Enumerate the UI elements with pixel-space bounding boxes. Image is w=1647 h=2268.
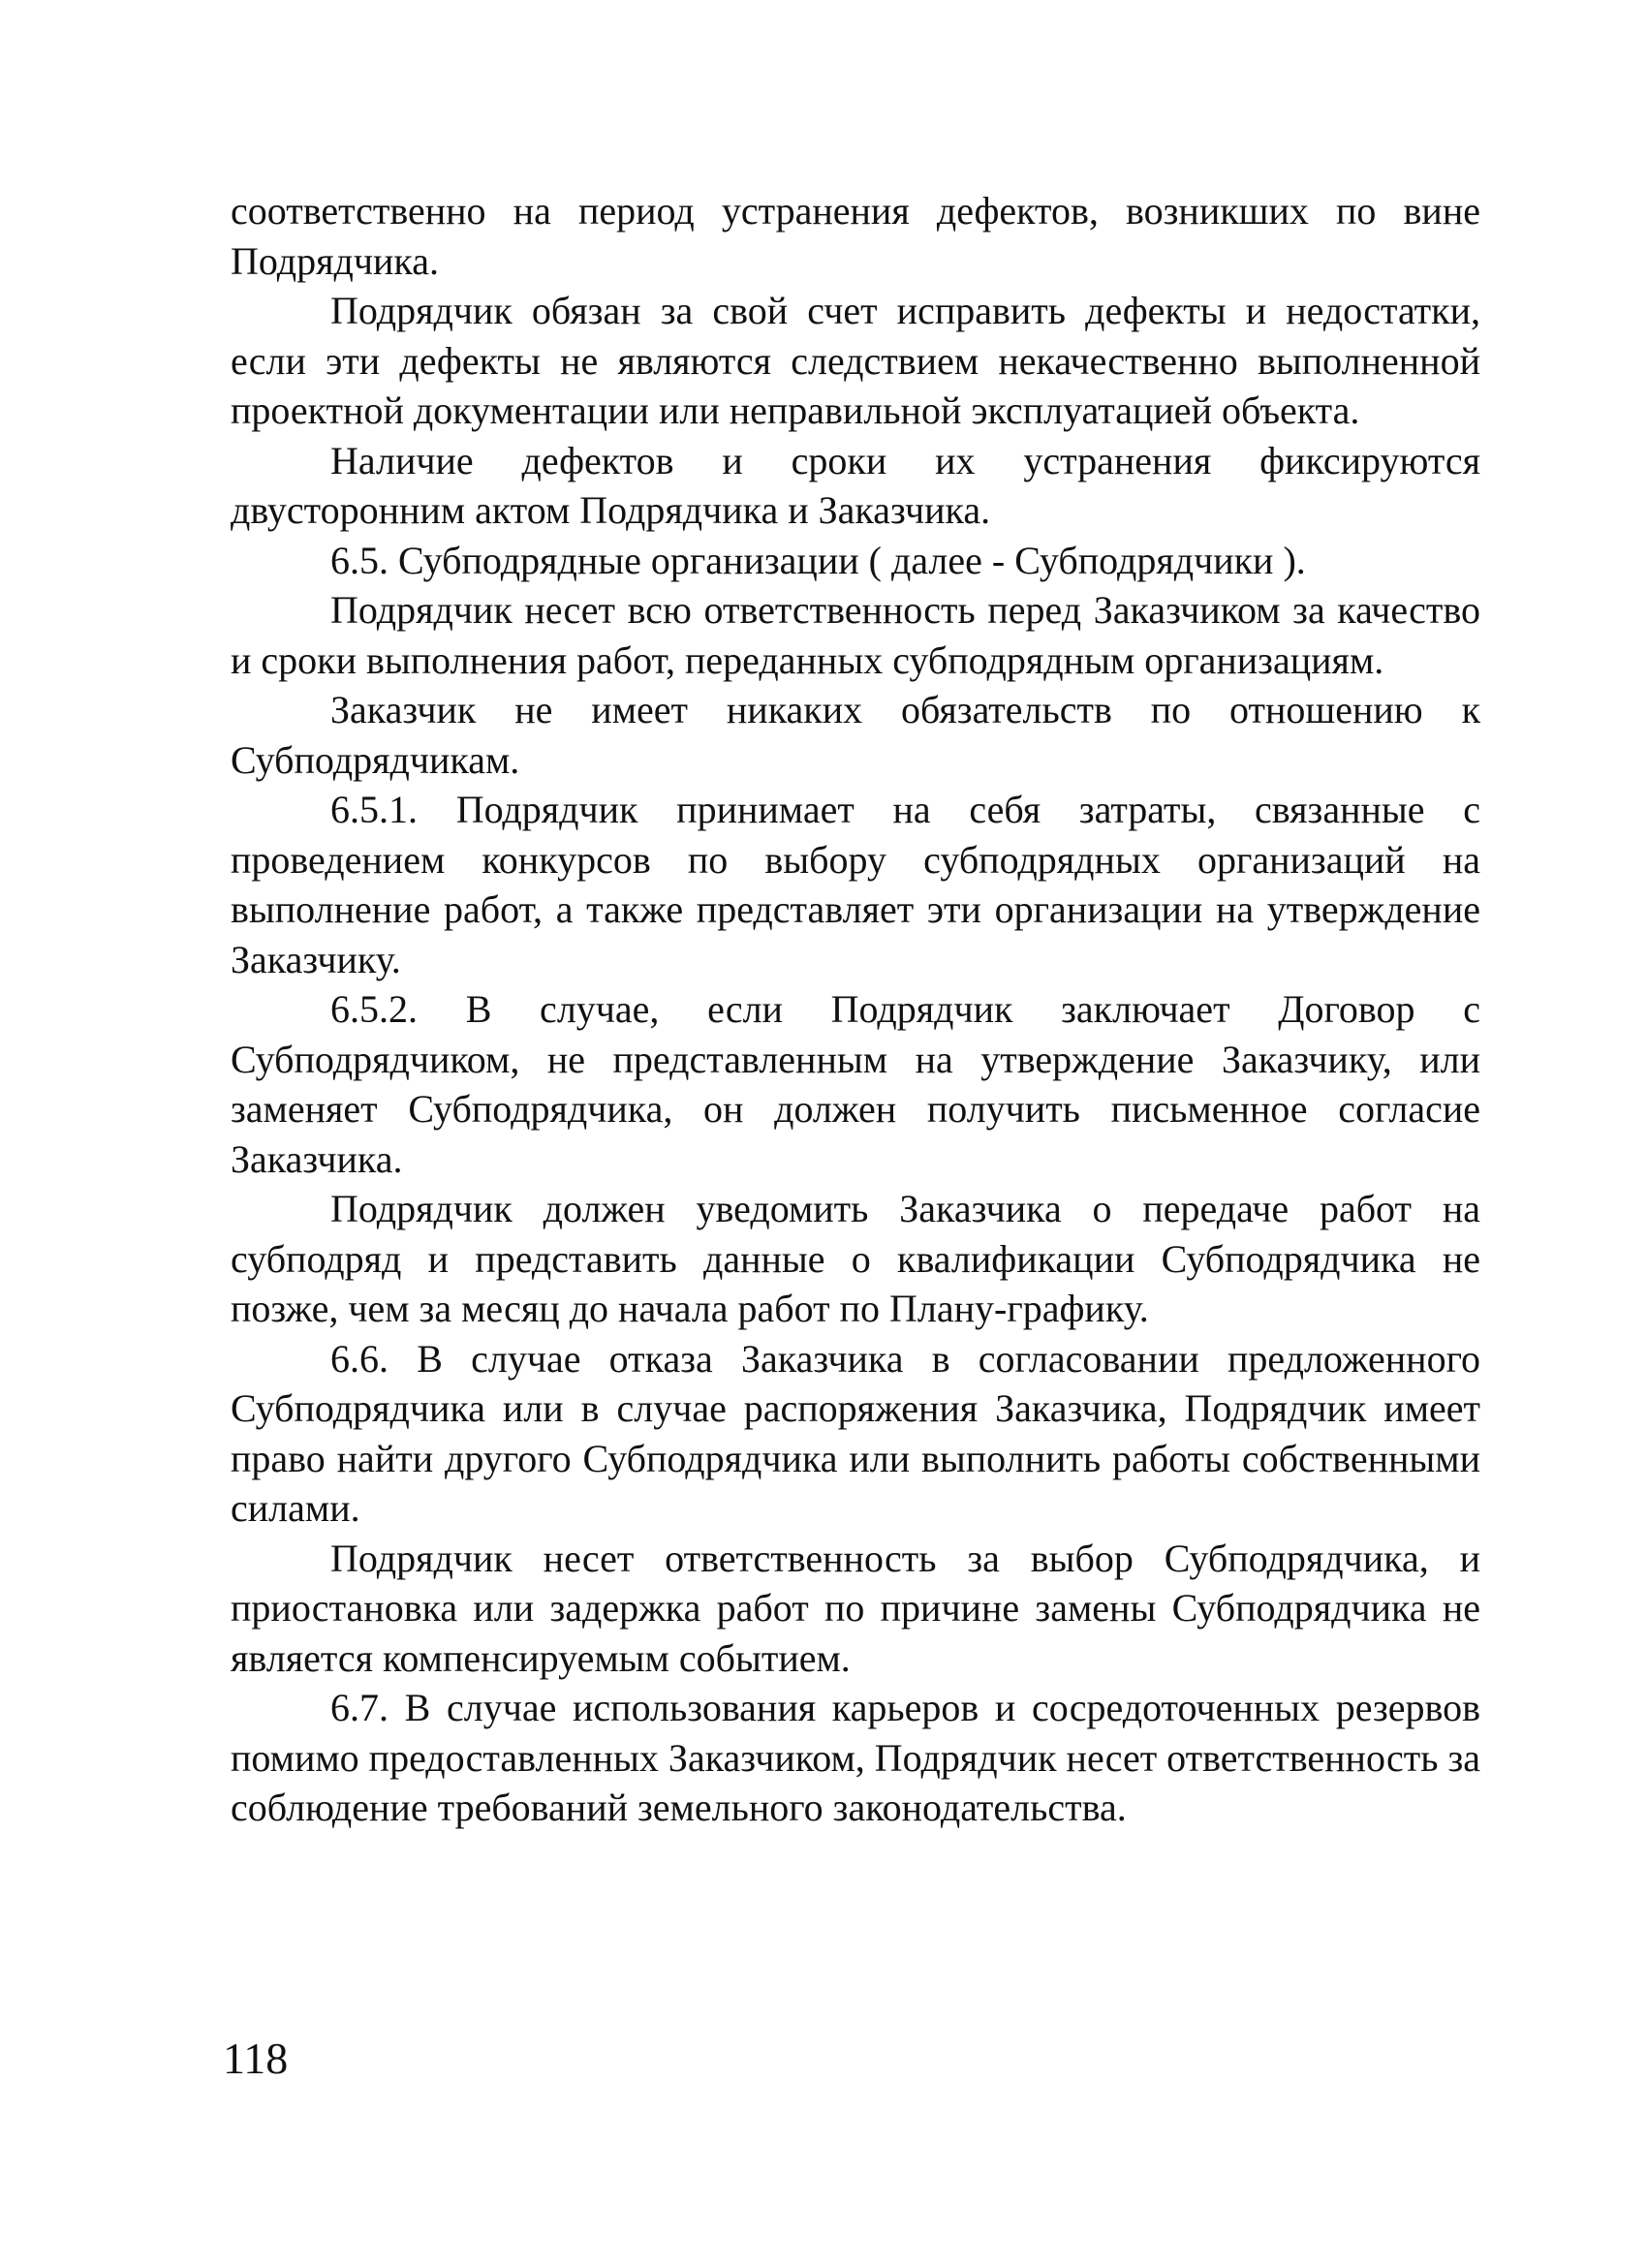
paragraph-section-6-5: 6.5. Субподрядные организации ( далее - Субподрядчики ). <box>330 538 1306 582</box>
paragraph-section-6-6: 6.6. В случае отказа Заказчика в согласовании предложенного Субподрядчика или в случае распоряжения Заказчика, Подрядчик имеет право найти другого Субподрядчика или выполнить работы собственными силами. <box>231 1336 1480 1530</box>
paragraph-customer-obligations: Заказчик не имеет никаких обязательств по отношению к Субподрядчикам. <box>231 688 1480 782</box>
paragraph-section-6-5-2: 6.5.2. В случае, если Подрядчик заключает Договор с Субподрядчиком, не представленным на утверждение Заказчику, или заменяет Субподрядчика, он должен получить письменное согласие Заказчика. <box>231 987 1480 1181</box>
paragraph-subcontractor-choice: Подрядчик несет ответственность за выбор Субподрядчика, и приостановка или задержка работ по причине замены Субподрядчика не является компенсируемым событием. <box>231 1536 1480 1680</box>
paragraph-contractor-responsibility: Подрядчик несет всю ответственность перед Заказчиком за качество и сроки выполнения работ, переданных субподрядным организациям. <box>231 588 1480 682</box>
paragraph-defects-obligation: Подрядчик обязан за свой счет исправить дефекты и недостатки, если эти дефекты не являются следствием некачественно выполненной проектной документации или неправильной эксплуатацией объекта. <box>231 289 1480 432</box>
paragraph-defects-act: Наличие дефектов и сроки их устранения фиксируются двусторонним актом Подрядчика и Заказчика. <box>231 438 1480 532</box>
paragraph-section-6-7: 6.7. В случае использования карьеров и сосредоточенных резервов помимо предоставленных Заказчиком, Подрядчик несет ответственность за соблюдение требований земельного законодательства. <box>231 1686 1480 1829</box>
paragraph-notify-customer: Подрядчик должен уведомить Заказчика о передаче работ на субподряд и представить данные о квалификации Субподрядчика не позже, чем за месяц до начала работ по Плану-графику. <box>231 1187 1480 1330</box>
body-text <box>231 186 1480 1833</box>
page-number: 118 <box>223 2034 289 2083</box>
paragraph-continuation: соответственно на период устранения дефектов, возникших по вине Подрядчика. <box>231 189 1480 283</box>
paragraph-section-6-5-1: 6.5.1. Подрядчик принимает на себя затраты, связанные с проведением конкурсов по выбору субподрядных организаций на выполнение работ, а также представляет эти организации на утверждение Заказчику. <box>231 788 1480 981</box>
